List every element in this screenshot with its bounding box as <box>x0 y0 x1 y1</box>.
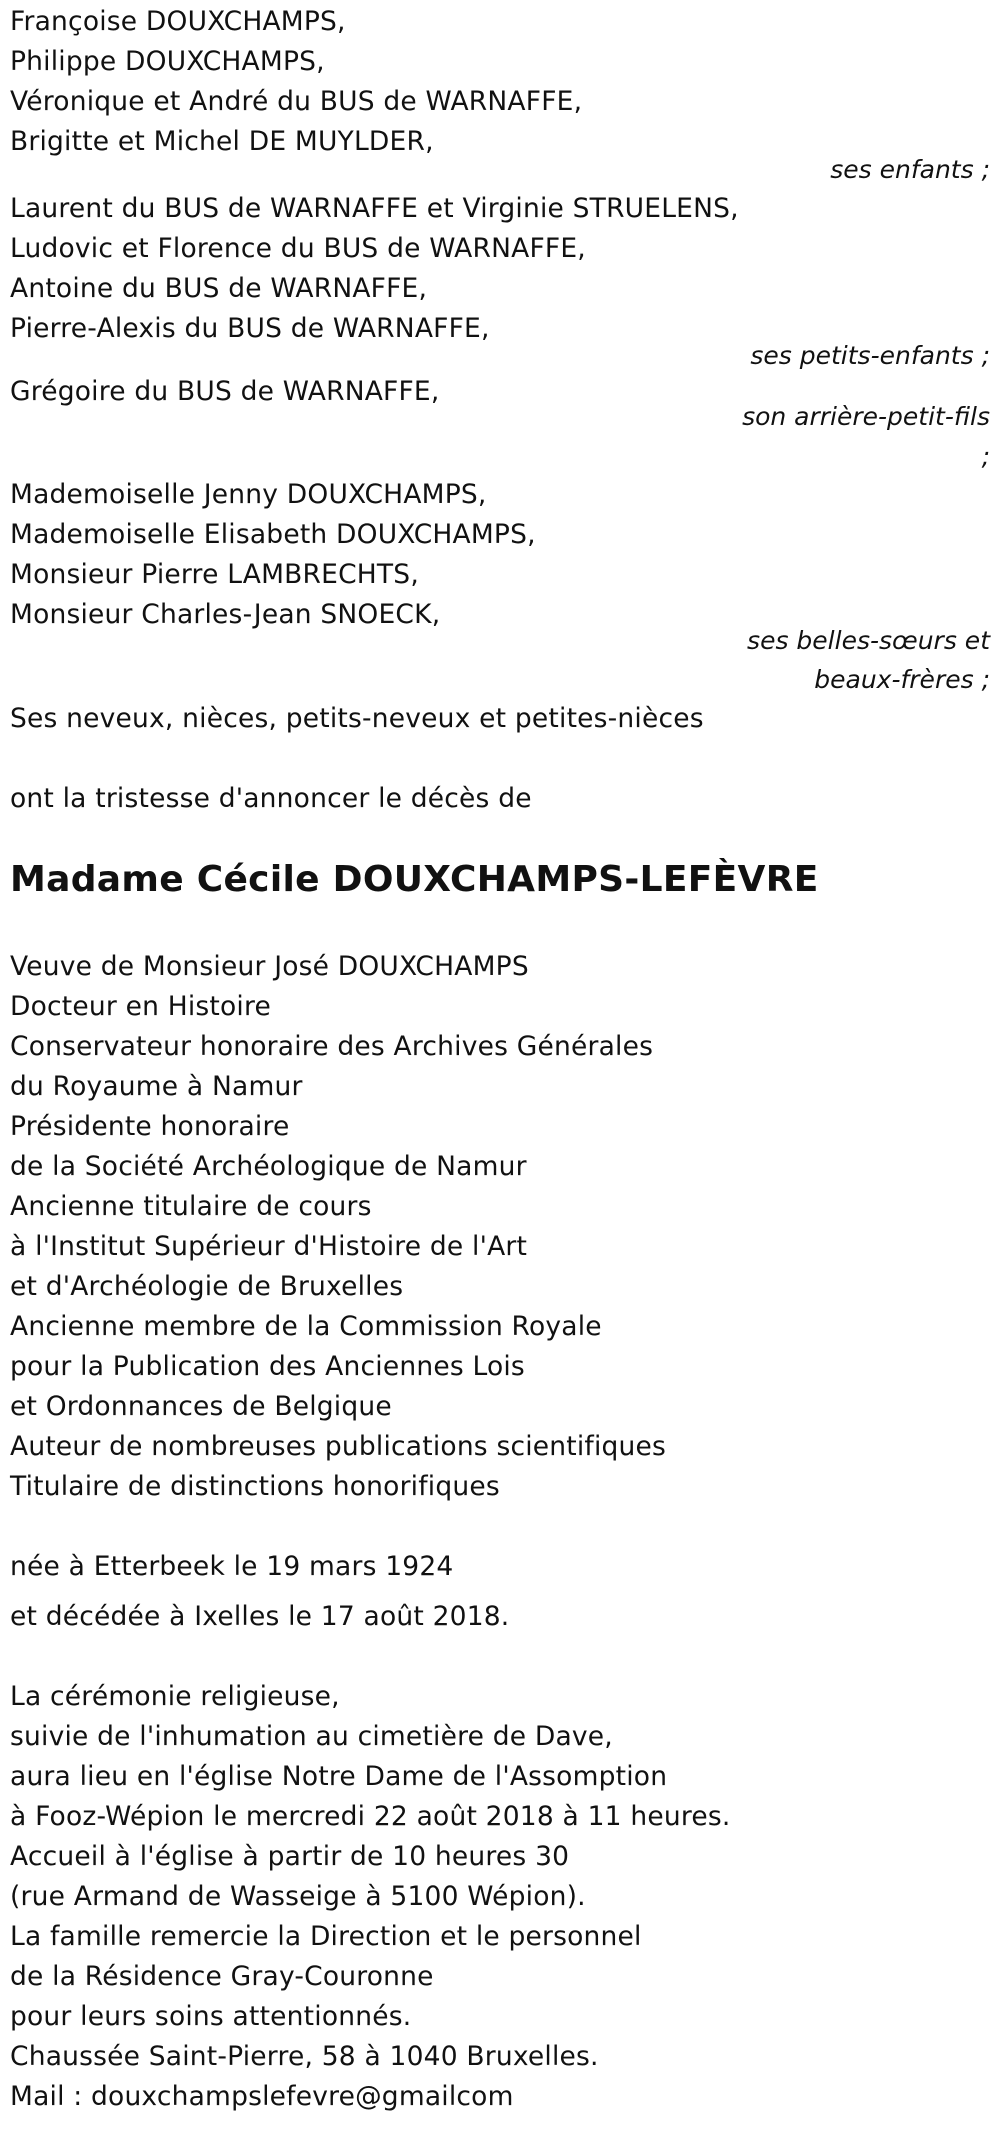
ceremony-line: pour leurs soins attentionnés. <box>10 2001 412 2032</box>
relation-children: ses enfants ; <box>830 155 990 184</box>
child-name: Brigitte et Michel DE MUYLDER, <box>10 126 434 157</box>
in-law-name: Monsieur Pierre LAMBRECHTS, <box>10 559 419 590</box>
nephews-line: Ses neveux, nièces, petits-neveux et petites-nièces <box>10 703 704 734</box>
title-line: et d'Archéologie de Bruxelles <box>10 1271 404 1302</box>
title-line: Présidente honoraire <box>10 1111 290 1142</box>
child-name: Véronique et André du BUS de WARNAFFE, <box>10 86 583 117</box>
ceremony-line: Accueil à l'église à partir de 10 heures 30 <box>10 1841 570 1872</box>
grandchild-name: Laurent du BUS de WARNAFFE et Virginie STRUELENS, <box>10 193 739 224</box>
grandchild-name: Ludovic et Florence du BUS de WARNAFFE, <box>10 233 586 264</box>
title-line: Auteur de nombreuses publications scientifiques <box>10 1431 667 1462</box>
title-line: Conservateur honoraire des Archives Générales <box>10 1031 654 1062</box>
title-line: de la Société Archéologique de Namur <box>10 1151 527 1182</box>
deceased-name: Madame Cécile DOUXCHAMPS-LEFÈVRE <box>10 859 819 900</box>
title-line: Docteur en Histoire <box>10 991 271 1022</box>
title-line: pour la Publication des Anciennes Lois <box>10 1351 525 1382</box>
ceremony-line: aura lieu en l'église Notre Dame de l'Assomption <box>10 1761 668 1792</box>
ceremony-line: de la Résidence Gray-Couronne <box>10 1961 434 1992</box>
relation-in-laws-2: beaux-frères ; <box>814 665 990 694</box>
child-name: Philippe DOUXCHAMPS, <box>10 46 325 77</box>
title-line: à l'Institut Supérieur d'Histoire de l'Art <box>10 1231 528 1262</box>
in-law-name: Monsieur Charles-Jean SNOECK, <box>10 599 441 630</box>
relation-in-laws: ses belles-sœurs et <box>747 626 990 655</box>
title-line: du Royaume à Namur <box>10 1071 303 1102</box>
relation-grandchildren: ses petits-enfants ; <box>750 341 990 370</box>
email-line: Mail : douxchampslefevre@gmailcom <box>10 2081 514 2112</box>
address-line: Chaussée Saint-Pierre, 58 à 1040 Bruxelles. <box>10 2041 599 2072</box>
ceremony-line: La cérémonie religieuse, <box>10 1681 340 1712</box>
title-line: et Ordonnances de Belgique <box>10 1391 392 1422</box>
birth-line: née à Etterbeek le 19 mars 1924 <box>10 1551 454 1582</box>
relation-great-grandchild: son arrière-petit-fils <box>742 402 990 431</box>
ceremony-line: à Fooz-Wépion le mercredi 22 août 2018 à 11 heures. <box>10 1801 731 1832</box>
ceremony-line: La famille remercie la Direction et le personnel <box>10 1921 642 1952</box>
ceremony-line: suivie de l'inhumation au cimetière de Dave, <box>10 1721 613 1752</box>
ceremony-line: (rue Armand de Wasseige à 5100 Wépion). <box>10 1881 586 1912</box>
child-name: Françoise DOUXCHAMPS, <box>10 6 346 37</box>
title-line: Ancienne titulaire de cours <box>10 1191 372 1222</box>
title-line: Ancienne membre de la Commission Royale <box>10 1311 602 1342</box>
title-line: Titulaire de distinctions honorifiques <box>10 1471 500 1502</box>
great-grandchild-name: Grégoire du BUS de WARNAFFE, <box>10 376 440 407</box>
death-line: et décédée à Ixelles le 17 août 2018. <box>10 1601 510 1632</box>
in-law-name: Mademoiselle Elisabeth DOUXCHAMPS, <box>10 519 536 550</box>
grandchild-name: Pierre-Alexis du BUS de WARNAFFE, <box>10 313 490 344</box>
announcement-line: ont la tristesse d'annoncer le décès de <box>10 783 532 814</box>
grandchild-name: Antoine du BUS de WARNAFFE, <box>10 273 428 304</box>
title-line: Veuve de Monsieur José DOUXCHAMPS <box>10 951 529 982</box>
relation-great-grandchild-punct: ; <box>981 442 990 471</box>
in-law-name: Mademoiselle Jenny DOUXCHAMPS, <box>10 479 487 510</box>
